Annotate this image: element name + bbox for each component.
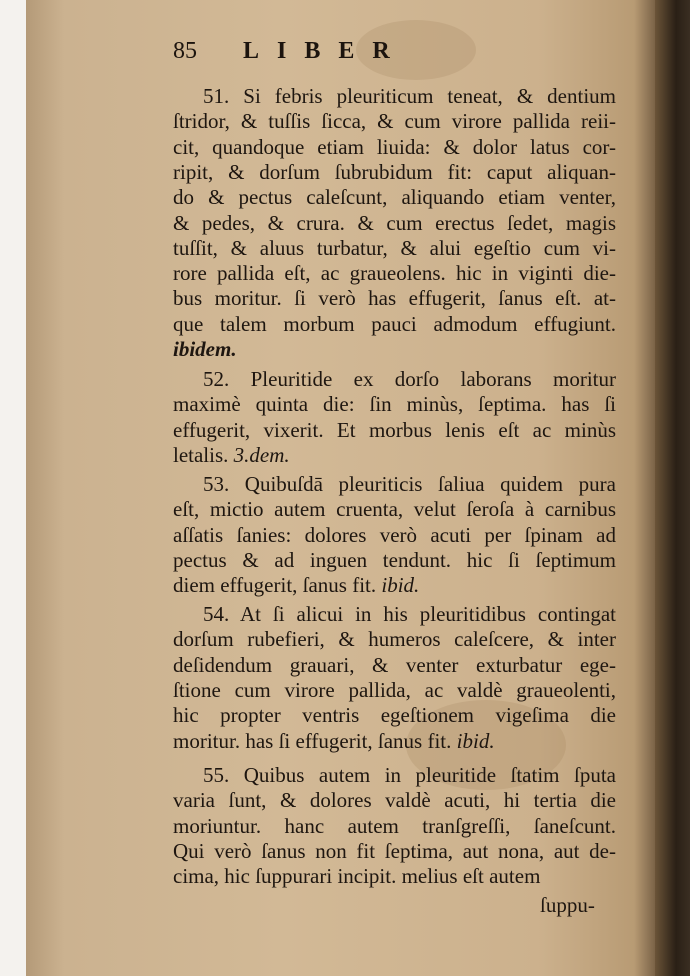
text-line [203, 367, 616, 391]
line-text: tuſſit, & aluus turbatur, & alui egeſtio cum vi- [173, 235, 616, 260]
line-text: deſidendum grauari, & venter exturbatur ege- [173, 652, 616, 677]
text-line [203, 602, 616, 626]
line-text: pectus & ad inguen tendunt. hic ſi ſeptimum [173, 547, 616, 572]
line-text: do & pectus caleſcunt, aliquando etiam venter, [173, 185, 616, 210]
text-line [173, 160, 616, 184]
text-line [203, 84, 616, 108]
line-text: letalis. [173, 442, 229, 467]
text-line [173, 678, 616, 702]
text-line [173, 135, 616, 159]
line-text: ripit, & dorſum ſubrubidum fit: caput aliquan- [173, 159, 616, 184]
line-text: rore pallida eſt, ac graueolens. hic in viginti die- [173, 261, 616, 286]
text-line [173, 814, 616, 838]
text-line [173, 185, 616, 209]
line-text: 51. Si febris pleuriticum teneat, & dentium [203, 84, 616, 108]
text-line [173, 839, 616, 863]
text-line [173, 312, 616, 336]
text-line [173, 627, 616, 651]
source-reference: ibidem. [173, 337, 237, 361]
line-text: 53. Quibuſdā pleuriticis ſaliua quidem pura [203, 472, 616, 496]
text-line [203, 472, 616, 496]
text-line [173, 109, 616, 133]
line-text: bus moritur. ſi verò has effugerit, ſanus eſt. at- [173, 286, 616, 311]
text-line [173, 236, 616, 260]
text-line [173, 261, 616, 285]
line-text: 55. Quibus autem in pleuritide ſtatim ſputa [203, 763, 616, 787]
running-title: LIBER [243, 38, 408, 64]
text-line [173, 573, 616, 597]
text-line [173, 443, 616, 467]
line-text: 52. Pleuritide ex dorſo laborans moritur [203, 367, 616, 391]
line-text: dorſum rubefieri, & humeros caleſcere, & inter [173, 627, 616, 652]
text-line [173, 337, 616, 361]
text-line [173, 788, 616, 812]
line-text: ſtione cum virore pallida, ac valdè graueolenti, [173, 677, 616, 702]
line-text: Qui verò ſanus non fit ſeptima, aut nona, aut de- [173, 838, 616, 863]
line-text: & pedes, & crura. & cum erectus ſedet, magis [173, 210, 616, 235]
source-reference: ibid. [381, 573, 420, 598]
text-line [173, 392, 616, 416]
text-line [173, 864, 616, 888]
text-line [173, 523, 616, 547]
text-line [173, 548, 616, 572]
line-text: diem effugerit, ſanus fit. [173, 573, 377, 598]
line-text: 54. At ſi alicui in his pleuritidibus contingat [203, 602, 616, 626]
text-line [173, 418, 616, 442]
line-text: aſſatis ſanies: dolores verò acuti per ſpinam ad [173, 522, 616, 547]
catchword: ſuppu- [540, 893, 595, 917]
line-text: effugerit, vixerit. Et morbus lenis eſt ac minùs [173, 417, 616, 442]
text-line [203, 763, 616, 787]
line-text: hic propter ventris egeſtionem vigeſima die [173, 703, 616, 728]
book-binding [655, 0, 690, 976]
line-text: que talem morbum pauci admodum effugiunt. [173, 311, 616, 336]
page-number: 85 [173, 38, 197, 64]
line-text: moritur. has ſi effugerit, ſanus fit. [173, 728, 452, 753]
text-line [173, 703, 616, 727]
line-text: varia ſunt, & dolores valdè acuti, hi tertia die [173, 788, 616, 813]
text-line [173, 729, 616, 753]
source-reference: ibid. [456, 728, 495, 753]
text-line [173, 286, 616, 310]
text-line [173, 211, 616, 235]
text-line [173, 653, 616, 677]
text-line [173, 497, 616, 521]
line-text: maximè quinta die: ſin minùs, ſeptima. has ſi [173, 392, 616, 417]
source-reference: 3.dem. [233, 442, 290, 467]
page-header [173, 38, 533, 68]
line-text: ſtridor, & tuſſis ſicca, & cum virore pallida reii- [173, 109, 616, 134]
line-text: cima, hic ſuppurari incipit. melius eſt autem [173, 864, 541, 889]
line-text: moriuntur. hanc autem tranſgreſſi, ſaneſcunt. [173, 813, 616, 838]
line-text: eſt, mictio autem cruenta, velut ſeroſa à carnibus [173, 497, 616, 522]
line-text: cit, quandoque etiam liuida: & dolor latus cor- [173, 134, 616, 159]
